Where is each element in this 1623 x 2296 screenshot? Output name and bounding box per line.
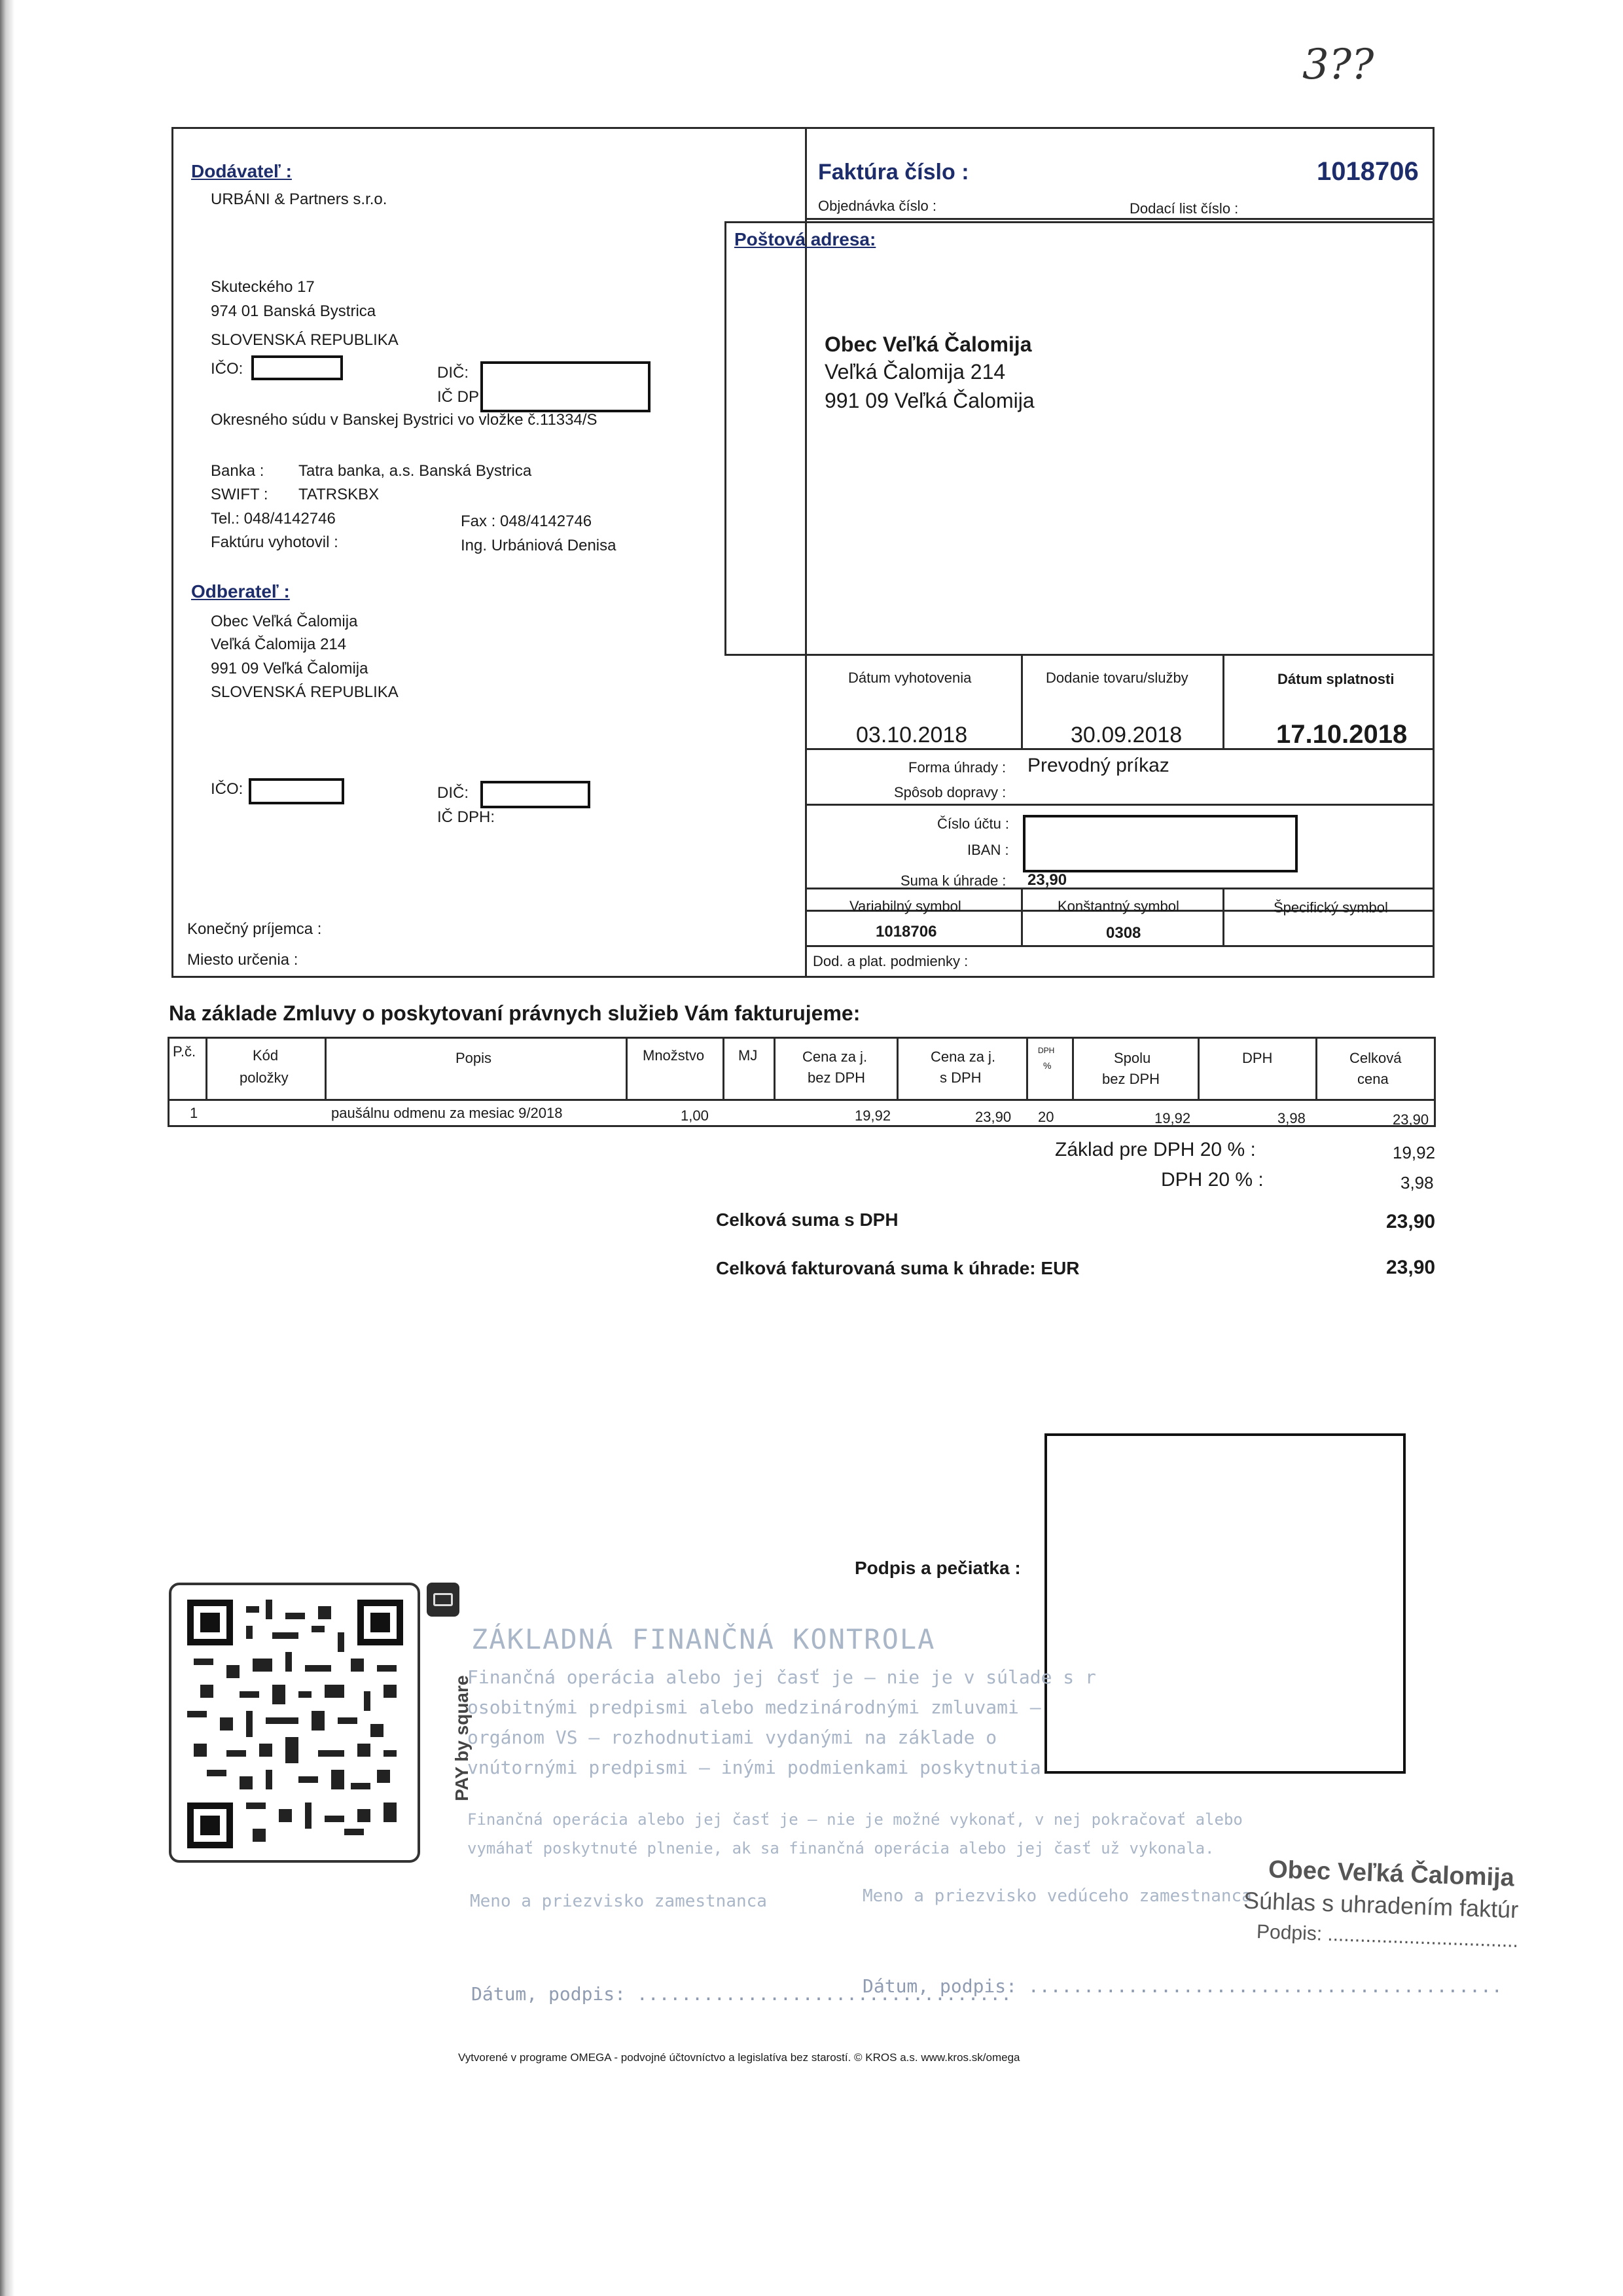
table-col-line bbox=[1072, 1037, 1074, 1101]
supplier-bank-label: Banka : bbox=[211, 462, 264, 480]
customer-street: Veľká Čalomija 214 bbox=[211, 636, 347, 653]
approval-stamp-line: Súhlas s uhradením faktúr bbox=[1243, 1886, 1519, 1924]
table-col-line bbox=[722, 1037, 724, 1101]
customer-name: Obec Veľká Čalomija bbox=[211, 613, 358, 630]
pay-by-square-label: PAY by square bbox=[452, 1675, 472, 1801]
due-date: 17.10.2018 bbox=[1276, 720, 1408, 749]
table-col-line bbox=[626, 1037, 628, 1101]
col-price-net-2: bez DPH bbox=[808, 1069, 866, 1086]
symbols-col-divider-2 bbox=[1222, 888, 1224, 945]
stamp-line: Finančná operácia alebo jej časť je – nie je v súlade s r bbox=[467, 1666, 1096, 1688]
vat-label: DPH 20 % : bbox=[1161, 1169, 1264, 1191]
supplier-swift-value: TATRSKBX bbox=[298, 486, 380, 503]
qr-code-frame bbox=[169, 1583, 420, 1863]
handwritten-number: 3?? bbox=[1302, 41, 1374, 89]
invoice-number: 1018706 bbox=[1317, 157, 1419, 186]
supplier-tel: Tel.: 048/4142746 bbox=[211, 510, 336, 528]
vat-base-value: 19,92 bbox=[1393, 1143, 1436, 1162]
col-code-1: Kód bbox=[253, 1047, 279, 1064]
col-desc: Popis bbox=[455, 1050, 492, 1066]
row-vat: 3,98 bbox=[1277, 1110, 1306, 1126]
symbols-bottom-line bbox=[805, 945, 1435, 947]
items-table-header bbox=[168, 1037, 1436, 1101]
total-value: 23,90 bbox=[1386, 1211, 1436, 1232]
iban-label: IBAN : bbox=[967, 842, 1009, 858]
customer-icdph-label: IČ DPH: bbox=[437, 808, 495, 826]
customer-ico-redaction bbox=[249, 778, 344, 804]
due-date-label: Dátum splatnosti bbox=[1277, 671, 1395, 687]
col-code-2: položky bbox=[240, 1069, 289, 1086]
total-label: Celková suma s DPH bbox=[716, 1210, 899, 1230]
transport-label: Spôsob dopravy : bbox=[894, 784, 1007, 800]
col-vat-pct-1: DPH bbox=[1038, 1046, 1055, 1055]
delivery-date: 30.09.2018 bbox=[1071, 723, 1183, 747]
postal-address-box bbox=[724, 221, 1435, 656]
billing-intro: Na základe Zmluvy o poskytovaní právnych služieb Vám fakturujeme: bbox=[169, 1001, 861, 1025]
signature-label: Podpis a pečiatka : bbox=[855, 1558, 1021, 1578]
supplier-issued-by-label: Faktúru vyhotovil : bbox=[211, 533, 338, 551]
row-price-net: 19,92 bbox=[855, 1107, 891, 1124]
variable-symbol-value: 1018706 bbox=[876, 923, 937, 941]
supplier-issued-by-value: Ing. Urbániová Denisa bbox=[461, 537, 616, 554]
financial-control-stamp-title: ZÁKLADNÁ FINANČNÁ KONTROLA bbox=[471, 1623, 936, 1655]
row-total-net: 19,92 bbox=[1154, 1110, 1191, 1126]
dates-col-divider-2 bbox=[1222, 656, 1224, 748]
iban-redaction bbox=[1023, 815, 1298, 872]
col-total-1: Celková bbox=[1349, 1050, 1402, 1066]
terms-label: Dod. a plat. podmienky : bbox=[813, 953, 969, 969]
customer-dic-redaction bbox=[480, 781, 590, 808]
col-total-net-1: Spolu bbox=[1114, 1050, 1151, 1066]
dates-col-divider-1 bbox=[1021, 656, 1023, 748]
stamp-date-sign-2: Dátum, podpis: ........................................... bbox=[863, 1975, 1503, 1997]
row-qty: 1,00 bbox=[681, 1107, 709, 1124]
stamp-line: vnútornými predpismi – inými podmienkami poskytnutia bbox=[467, 1757, 1041, 1778]
delivery-date-label: Dodanie tovaru/služby bbox=[1046, 670, 1188, 686]
qr-code bbox=[187, 1600, 403, 1848]
stamp-employee-label: Meno a priezvisko zamestnanca bbox=[470, 1892, 767, 1911]
postal-label: Poštová adresa: bbox=[734, 229, 876, 249]
supplier-bank-value: Tatra banka, a.s. Banská Bystrica bbox=[298, 462, 532, 480]
col-vat-pct-2: % bbox=[1043, 1060, 1052, 1071]
table-col-line bbox=[897, 1037, 899, 1101]
supplier-name: URBÁNI & Partners s.r.o. bbox=[211, 190, 387, 208]
amount-due-total-value: 23,90 bbox=[1386, 1257, 1436, 1278]
supplier-fax: Fax : 048/4142746 bbox=[461, 512, 592, 530]
symbols-top-line bbox=[805, 888, 1435, 889]
supplier-label: Dodávateľ : bbox=[191, 161, 292, 181]
vat-value: 3,98 bbox=[1400, 1173, 1434, 1193]
row-vat-pct: 20 bbox=[1038, 1109, 1054, 1125]
stamp-line-6: vymáhať poskytnuté plnenie, ak sa finančná operácia alebo jej časť už vykonala. bbox=[467, 1839, 1215, 1857]
stamp-line-5: Finančná operácia alebo jej časť je – nie je možné vykonať, v nej pokračovať alebo bbox=[467, 1810, 1243, 1829]
row-pc: 1 bbox=[190, 1105, 198, 1121]
table-col-line bbox=[205, 1037, 207, 1101]
table-col-line bbox=[1198, 1037, 1200, 1101]
row-desc: paušálnu odmenu za mesiac 9/2018 bbox=[331, 1105, 563, 1121]
postal-name: Obec Veľká Čalomija bbox=[825, 332, 1032, 356]
symbols-col-divider-1 bbox=[1021, 888, 1023, 945]
table-col-line bbox=[1026, 1037, 1028, 1101]
vat-base-label: Základ pre DPH 20 % : bbox=[1055, 1139, 1256, 1160]
customer-country: SLOVENSKÁ REPUBLIKA bbox=[211, 683, 399, 701]
supplier-ico-label: IČO: bbox=[211, 360, 243, 378]
stamp-line: osobitnými predpismi alebo medzinárodnými zmluvami – bbox=[467, 1696, 1041, 1718]
stamp-line: orgánom VS – rozhodnutiami vydanými na základe o bbox=[467, 1727, 997, 1748]
supplier-country: SLOVENSKÁ REPUBLIKA bbox=[211, 331, 399, 349]
header-number-divider bbox=[805, 218, 1435, 220]
col-total-net-2: bez DPH bbox=[1102, 1071, 1160, 1087]
col-unit: MJ bbox=[738, 1047, 758, 1064]
specific-symbol-label: Špecifický symbol bbox=[1274, 899, 1388, 916]
customer-ico-label: IČO: bbox=[211, 780, 243, 798]
footer-text: Vytvorené v programe OMEGA - podvojné účtovníctvo a legislatíva bez starostí. © KROS a.s. www.kros.sk/omega bbox=[458, 2051, 1020, 2064]
col-total-2: cena bbox=[1357, 1071, 1389, 1087]
payment-form-label: Forma úhrady : bbox=[908, 759, 1007, 776]
constant-symbol-value: 0308 bbox=[1106, 924, 1141, 942]
amount-due-label: Suma k úhrade : bbox=[901, 872, 1007, 889]
col-price-net-1: Cena za j. bbox=[802, 1049, 868, 1065]
payment-form-value: Prevodný príkaz bbox=[1027, 755, 1169, 776]
pay-by-square-card-icon bbox=[427, 1583, 459, 1617]
approval-stamp-title: Obec Veľká Čalomija bbox=[1268, 1856, 1515, 1892]
delivery-note-label: Dodací list číslo : bbox=[1130, 200, 1239, 217]
amount-due-total-label: Celková fakturovaná suma k úhrade: EUR bbox=[716, 1258, 1080, 1278]
constant-symbol-label: Konštantný symbol bbox=[1058, 898, 1179, 914]
supplier-register: Okresného súdu v Banskej Bystrici vo vložke č.11334/S bbox=[211, 411, 597, 429]
amount-due-value: 23,90 bbox=[1027, 871, 1067, 889]
col-vat: DPH bbox=[1242, 1050, 1273, 1066]
postal-street: Veľká Čalomija 214 bbox=[825, 360, 1006, 384]
stamp-date-sign-1: Dátum, podpis: .................................. bbox=[471, 1983, 1012, 2005]
row-price-gross: 23,90 bbox=[975, 1109, 1012, 1125]
stamp-manager-label: Meno a priezvisko vedúceho zamestnanca bbox=[863, 1886, 1252, 1906]
scan-edge-shadow bbox=[0, 0, 14, 2296]
supplier-dic-redaction bbox=[480, 361, 651, 412]
approval-stamp-sign: Podpis: ................................... bbox=[1256, 1921, 1519, 1952]
customer-city: 991 09 Veľká Čalomija bbox=[211, 660, 368, 677]
table-col-line bbox=[1315, 1037, 1317, 1101]
final-recipient-label: Konečný príjemca : bbox=[187, 920, 322, 938]
variable-symbol-label: Variabilný symbol bbox=[849, 898, 961, 914]
col-price-gross-2: s DPH bbox=[940, 1069, 982, 1086]
account-label: Číslo účtu : bbox=[937, 816, 1010, 832]
table-col-line bbox=[774, 1037, 776, 1101]
supplier-ico-redaction bbox=[251, 355, 343, 380]
col-pc: P.č. bbox=[173, 1043, 196, 1060]
supplier-street: Skuteckého 17 bbox=[211, 278, 315, 296]
row-total: 23,90 bbox=[1393, 1111, 1429, 1128]
supplier-icdph-label: IČ DP bbox=[437, 388, 480, 406]
destination-label: Miesto určenia : bbox=[187, 951, 298, 969]
col-price-gross-1: Cena za j. bbox=[931, 1049, 996, 1065]
customer-dic-label: DIČ: bbox=[437, 784, 469, 802]
invoice-title: Faktúra číslo : bbox=[818, 160, 969, 185]
table-col-line bbox=[325, 1037, 327, 1101]
supplier-city: 974 01 Banská Bystrica bbox=[211, 302, 376, 320]
col-qty: Množstvo bbox=[643, 1047, 705, 1064]
order-number-label: Objednávka číslo : bbox=[818, 198, 936, 214]
supplier-swift-label: SWIFT : bbox=[211, 486, 268, 503]
customer-label: Odberateľ : bbox=[191, 581, 290, 601]
issue-date-label: Dátum vyhotovenia bbox=[848, 670, 972, 686]
issue-date: 03.10.2018 bbox=[856, 723, 968, 747]
supplier-dic-label: DIČ: bbox=[437, 364, 469, 382]
signature-redaction bbox=[1044, 1433, 1406, 1774]
postal-city: 991 09 Veľká Čalomija bbox=[825, 389, 1035, 412]
